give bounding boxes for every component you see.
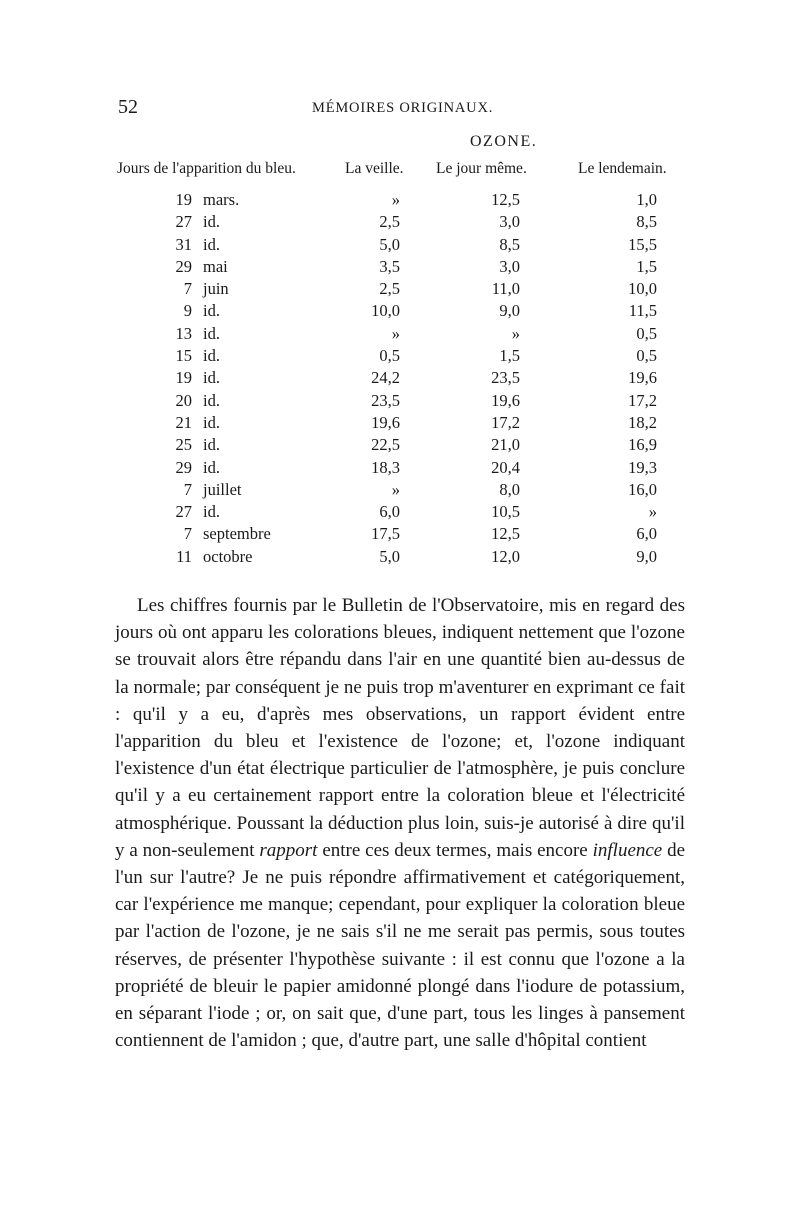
cell-veille: 3,5	[379, 256, 400, 276]
cell-jour-meme: 12,0	[491, 546, 520, 566]
cell-lendemain: 16,0	[628, 479, 657, 499]
cell-lendemain: 15,5	[628, 234, 657, 254]
cell-veille: 5,0	[379, 546, 400, 566]
cell-jour-meme: 17,2	[491, 412, 520, 432]
cell-lendemain: 17,2	[628, 390, 657, 410]
cell-jour-meme: 10,5	[491, 502, 520, 522]
cell-day: 13	[175, 323, 192, 343]
cell-day: 19	[175, 190, 192, 209]
cell-lendemain: 0,5	[636, 346, 657, 366]
cell-veille: 22,5	[371, 435, 400, 455]
cell-veille: 23,5	[371, 390, 400, 410]
cell-day: 29	[175, 256, 192, 276]
cell-jour-meme: 19,6	[491, 390, 520, 410]
cell-veille: »	[391, 190, 400, 209]
cell-month: octobre	[203, 546, 253, 566]
cell-month: id.	[203, 323, 220, 343]
table-row	[0, 458, 800, 480]
cell-month: id.	[203, 301, 220, 321]
cell-veille: 2,5	[379, 212, 400, 232]
cell-lendemain: 8,5	[636, 212, 657, 232]
cell-lendemain: »	[648, 502, 657, 522]
cell-jour-meme: 8,0	[499, 479, 520, 499]
table-row	[0, 391, 800, 413]
table-row	[0, 212, 800, 234]
emphasis-rapport: rapport	[259, 839, 318, 861]
table-row	[0, 324, 800, 346]
column-header-jours: Jours de l'apparition du bleu.	[117, 160, 296, 177]
cell-month: id.	[203, 457, 220, 477]
cell-lendemain: 0,5	[636, 323, 657, 343]
table-row	[0, 502, 800, 524]
cell-jour-meme: 12,5	[491, 524, 520, 544]
cell-month: id.	[203, 234, 220, 254]
cell-jour-meme: 11,0	[491, 279, 520, 299]
cell-month: septembre	[203, 524, 271, 544]
cell-lendemain: 19,6	[628, 368, 657, 388]
cell-jour-meme: 21,0	[491, 435, 520, 455]
cell-month: id.	[203, 346, 220, 366]
table-row	[0, 480, 800, 502]
cell-day: 11	[176, 546, 192, 566]
cell-month: id.	[203, 212, 220, 232]
cell-day: 27	[175, 212, 192, 232]
table-row	[0, 257, 800, 279]
cell-month: id.	[203, 412, 220, 432]
cell-lendemain: 19,3	[628, 457, 657, 477]
cell-veille: 2,5	[379, 279, 400, 299]
table-row	[0, 235, 800, 257]
cell-jour-meme: 20,4	[491, 457, 520, 477]
cell-jour-meme: 12,5	[491, 190, 520, 209]
cell-veille: 5,0	[379, 234, 400, 254]
body-paragraph	[115, 592, 685, 1054]
cell-day: 29	[175, 457, 192, 477]
cell-month: juillet	[203, 479, 242, 499]
body-text-part-3: de l'un sur l'autre? Je ne puis répondre affirmativement et catégoriquement, car l'expérience me manque; cependant, pour expliquer la coloration bleue par l'action de l'ozone, je ne sais s'il ne me serait pas permis, sous toutes réserves, de présenter l'hypothèse suivante : il est connu que l'ozone a la propriété de bleuir le papier amidonné plongé dans l'iodure de potassium, en séparant l'iode ; or, on sait que, d'une part, tous les linges à pansement contiennent de l'amidon ; que, d'autre part, une salle d'hôpital contient	[115, 839, 686, 1052]
cell-jour-meme: 1,5	[499, 346, 520, 366]
table-row	[0, 413, 800, 435]
cell-veille: 17,5	[371, 524, 400, 544]
body-text-part-2: entre ces deux termes, mais encore	[322, 839, 588, 861]
cell-day: 7	[183, 524, 192, 544]
cell-lendemain: 18,2	[628, 412, 657, 432]
cell-lendemain: 10,0	[628, 279, 657, 299]
cell-day: 19	[175, 368, 192, 388]
cell-day: 21	[175, 412, 192, 432]
cell-jour-meme: 23,5	[491, 368, 520, 388]
cell-month: id.	[203, 368, 220, 388]
column-header-jour-meme: Le jour même.	[436, 160, 527, 177]
table-row	[0, 301, 800, 323]
cell-jour-meme: »	[511, 323, 520, 343]
cell-month: mai	[203, 256, 228, 276]
cell-lendemain: 6,0	[636, 524, 657, 544]
table-row	[0, 547, 800, 569]
cell-veille: »	[391, 479, 400, 499]
cell-month: juin	[203, 279, 229, 299]
cell-month: id.	[203, 390, 220, 410]
cell-day: 9	[183, 301, 192, 321]
table-row	[0, 524, 800, 546]
cell-lendemain: 1,5	[636, 256, 657, 276]
cell-month: mars.	[203, 190, 240, 209]
cell-jour-meme: 3,0	[499, 256, 520, 276]
cell-month: id.	[203, 435, 220, 455]
cell-veille: 0,5	[379, 346, 400, 366]
table-row	[0, 368, 800, 390]
emphasis-influence: influence	[592, 839, 663, 861]
running-head: MÉMOIRES ORIGINAUX.	[312, 100, 494, 116]
cell-day: 15	[175, 346, 192, 366]
cell-day: 7	[183, 279, 192, 299]
cell-veille: 10,0	[371, 301, 400, 321]
column-header-lendemain: Le lendemain.	[578, 160, 667, 177]
table-row	[0, 190, 800, 212]
cell-day: 25	[175, 435, 192, 455]
table-row	[0, 435, 800, 457]
cell-veille: 18,3	[371, 457, 400, 477]
cell-jour-meme: 9,0	[499, 301, 520, 321]
cell-day: 20	[175, 390, 192, 410]
cell-veille: 24,2	[371, 368, 400, 388]
cell-veille: 6,0	[379, 502, 400, 522]
ozone-group-header: OZONE.	[470, 133, 538, 150]
page-number: 52	[118, 96, 138, 118]
cell-day: 7	[183, 479, 192, 499]
column-header-veille: La veille.	[345, 160, 404, 177]
cell-day: 27	[175, 502, 192, 522]
cell-day: 31	[175, 234, 192, 254]
cell-veille: »	[391, 323, 400, 343]
cell-lendemain: 11,5	[628, 301, 657, 321]
cell-veille: 19,6	[371, 412, 400, 432]
cell-jour-meme: 3,0	[499, 212, 520, 232]
ozone-table-body	[0, 190, 800, 569]
body-text-part-1: Les chiffres fournis par le Bulletin de l'Observatoire, mis en regard des jours où ont apparu les colorations bleues, indiquent nettement que l'ozone se trouvait alors être répandu dans l'air en une quantité bien au-dessus de la normale; par conséquent je ne puis trop m'aventurer en exprimant ce fait : qu'il y a eu, d'après mes observations, un rapport évident entre l'apparition du bleu et l'existence de l'ozone; et, l'ozone indiquant l'existence d'un état électrique particulier de l'atmosphère, je puis conclure qu'il y a eu certainement rapport entre la coloration bleue et l'électricité atmosphérique. Poussant la déduction plus loin, suis-je autorisé à dire qu'il y a non-seulement	[115, 595, 685, 861]
cell-lendemain: 16,9	[628, 435, 657, 455]
cell-lendemain: 1,0	[636, 190, 657, 209]
cell-month: id.	[203, 502, 220, 522]
cell-jour-meme: 8,5	[499, 234, 520, 254]
cell-lendemain: 9,0	[636, 546, 657, 566]
table-row	[0, 346, 800, 368]
table-row	[0, 279, 800, 301]
